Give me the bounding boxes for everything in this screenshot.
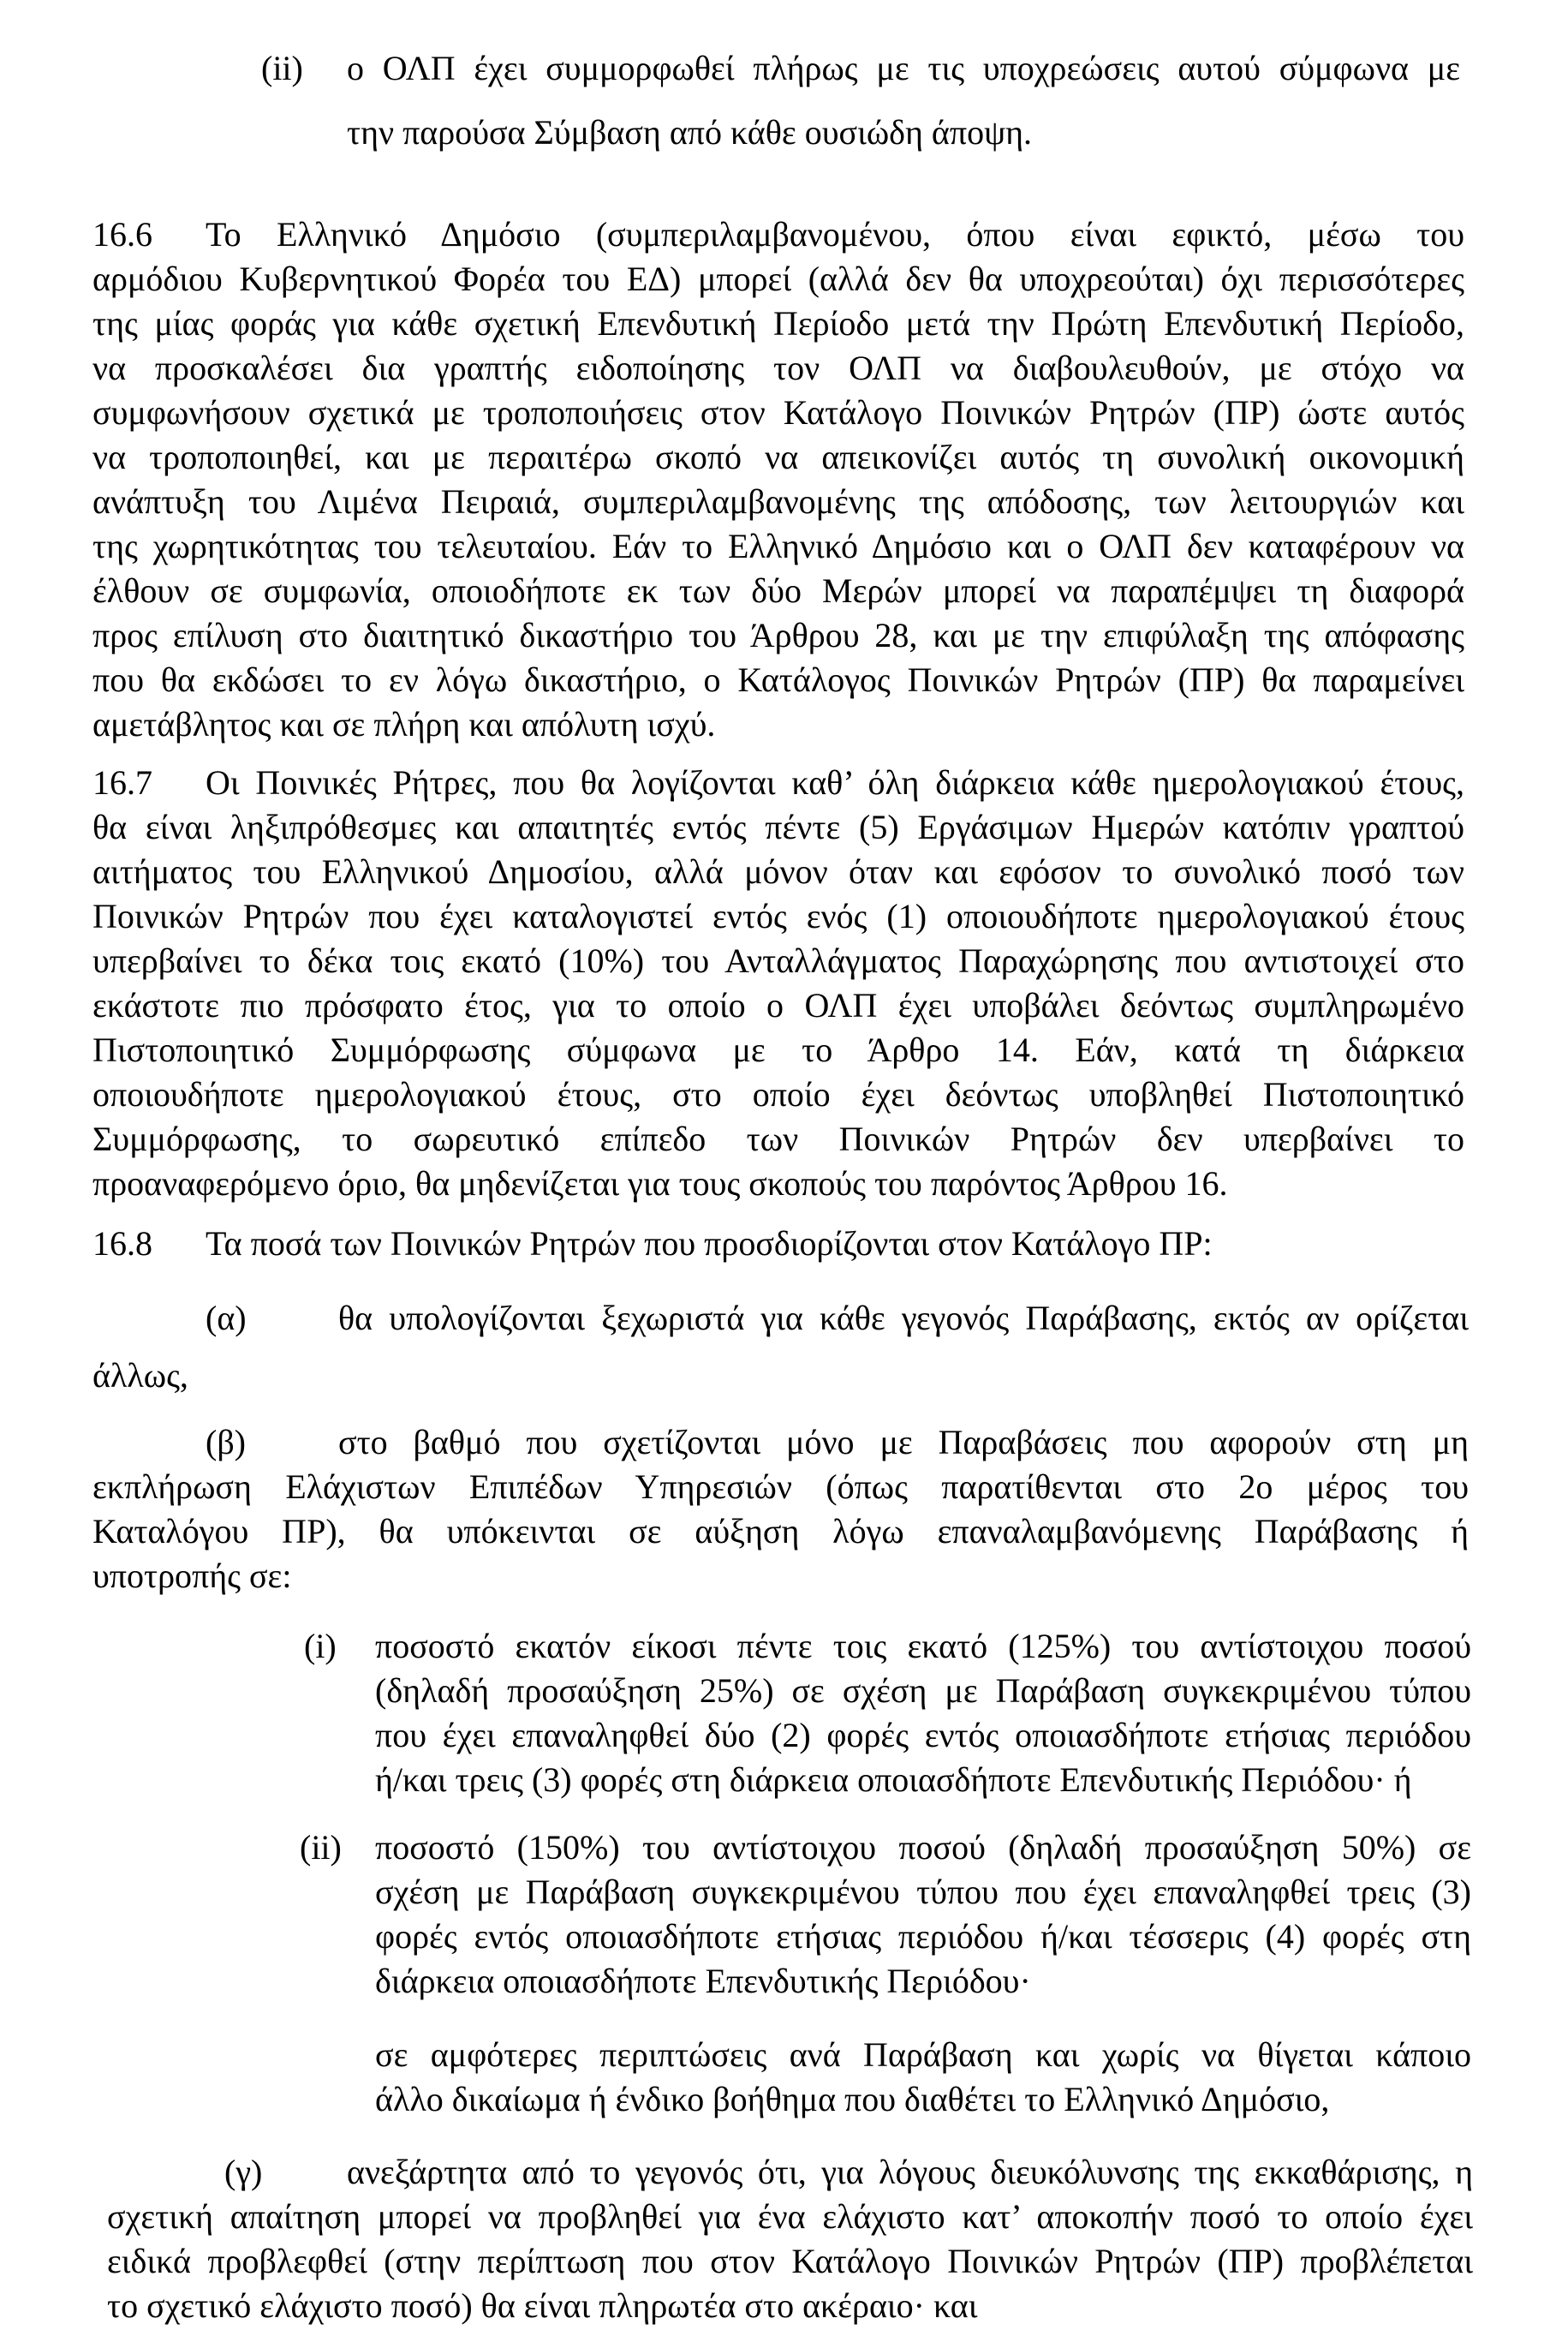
section-number: 16.8: [92, 1224, 152, 1263]
item-label: (β): [206, 1423, 246, 1461]
text-line: Συμμόρφωσης, το σωρευτικό επίπεδο των Ποινικών Ρητρών δεν υπερβαίνει το: [92, 1120, 1464, 1158]
text-line: έλθουν σε συμφωνία, οποιοδήποτε εκ των δύο Μερών μπορεί να παραπέμψει τη διαφορά: [92, 571, 1464, 610]
text-line: ή/και τρεις (3) φορές στη διάρκεια οποιασδήποτε Επενδυτικής Περιόδου· ή: [375, 1760, 1412, 1799]
text-line: (δηλαδή προσαύξηση 25%) σε σχέση με Παράβαση συγκεκριμένου τύπου: [375, 1671, 1471, 1710]
text-line: ανεξάρτητα από το γεγονός ότι, για λόγους διευκόλυνσης της εκκαθάρισης, η: [347, 2153, 1473, 2191]
text-line: σε αμφότερες περιπτώσεις ανά Παράβαση και χωρίς να θίγεται κάποιο: [375, 2035, 1471, 2074]
text-line: την παρούσα Σύμβαση από κάθε ουσιώδη άποψη.: [347, 113, 1033, 152]
text-line: της μίας φοράς για κάθε σχετική Επενδυτική Περίοδο μετά την Πρώτη Επενδυτική Περίοδο,: [92, 304, 1464, 343]
text-line: ποσοστό εκατόν είκοσι πέντε τοις εκατό (125%) του αντίστοιχου ποσού: [375, 1627, 1471, 1665]
text-line: προαναφερόμενο όριο, θα μηδενίζεται για τους σκοπούς του παρόντος Άρθρου 16.: [92, 1164, 1228, 1203]
text-line: ειδικά προβλεφθεί (στην περίπτωση που στον Κατάλογο Ποινικών Ρητρών (ΠΡ) προβλέπεται: [107, 2242, 1473, 2280]
item-label: (α): [206, 1299, 247, 1337]
text-line: Οι Ποινικές Ρήτρες, που θα λογίζονται καθ’ όλη διάρκεια κάθε ημερολογιακού έτους,: [206, 763, 1464, 802]
text-line: φορές εντός οποιασδήποτε ετήσιας περιόδου ή/και τέσσερις (4) φορές στη: [375, 1917, 1471, 1956]
item-label: (i): [304, 1627, 337, 1665]
text-line: Το Ελληνικό Δημόσιο (συμπεριλαμβανομένου, όπου είναι εφικτό, μέσω του: [206, 215, 1464, 254]
item-label: (ii): [261, 49, 303, 87]
section-number: 16.7: [92, 763, 152, 802]
text-line: Ποινικών Ρητρών που έχει καταλογιστεί εντός ενός (1) οποιουδήποτε ημερολογιακού έτους: [92, 897, 1464, 935]
section-number: 16.6: [92, 215, 152, 254]
text-line: υπερβαίνει το δέκα τοις εκατό (10%) του Ανταλλάγματος Παραχώρησης που αντιστοιχεί στο: [92, 941, 1464, 980]
text-line: Καταλόγου ΠΡ), θα υπόκεινται σε αύξηση λόγω επαναλαμβανόμενης Παράβασης ή: [92, 1512, 1469, 1550]
text-line: ποσοστό (150%) του αντίστοιχου ποσού (δηλαδή προσαύξηση 50%) σε: [375, 1828, 1471, 1867]
text-line: Πιστοποιητικό Συμμόρφωσης σύμφωνα με το Άρθρο 14. Εάν, κατά τη διάρκεια: [92, 1031, 1464, 1069]
text-line: προς επίλυση στο διαιτητικό δικαστήριο του Άρθρου 28, και με την επιφύλαξη της απόφασης: [92, 616, 1464, 654]
text-line: εκπλήρωση Ελάχιστων Επιπέδων Υπηρεσιών (όπως παρατίθενται στο 2ο μέρος του: [92, 1467, 1469, 1506]
text-line: υποτροπής σε:: [92, 1556, 292, 1595]
text-line: ανάπτυξη του Λιμένα Πειραιά, συμπεριλαμβανομένης της απόδοσης, των λειτουργιών και: [92, 482, 1464, 521]
text-line: αιτήματος του Ελληνικού Δημοσίου, αλλά μόνον όταν και εφόσον το συνολικό ποσό των: [92, 852, 1464, 891]
text-line: οποιουδήποτε ημερολογιακού έτους, στο οποίο έχει δεόντως υποβληθεί Πιστοποιητικό: [92, 1075, 1464, 1114]
text-line: σχέση με Παράβαση συγκεκριμένου τύπου που έχει επαναληφθεί τρεις (3): [375, 1873, 1471, 1911]
text-line: άλλως,: [92, 1356, 188, 1395]
text-line: Τα ποσά των Ποινικών Ρητρών που προσδιορίζονται στον Κατάλογο ΠΡ:: [206, 1224, 1213, 1263]
text-line: διάρκεια οποιασδήποτε Επενδυτικής Περιόδου·: [375, 1962, 1031, 2000]
text-line: θα υπολογίζονται ξεχωριστά για κάθε γεγονός Παράβασης, εκτός αν ορίζεται: [338, 1299, 1469, 1337]
item-label: (ii): [300, 1828, 342, 1867]
text-line: σχετική απαίτηση μπορεί να προβληθεί για ένα ελάχιστο κατ’ αποκοπήν ποσό το οποίο έχει: [107, 2197, 1473, 2236]
text-line: εκάστοτε πιο πρόσφατο έτος, για το οποίο ο ΟΛΠ έχει υποβάλει δεόντως συμπληρωμένο: [92, 986, 1464, 1025]
text-line: αρμόδιου Κυβερνητικού Φορέα του ΕΔ) μπορεί (αλλά δεν θα υποχρεούται) όχι περισσότερες: [92, 260, 1464, 298]
item-label: (γ): [224, 2153, 263, 2191]
text-line: άλλο δικαίωμα ή ένδικο βοήθημα που διαθέτει το Ελληνικό Δημόσιο,: [375, 2080, 1330, 2118]
text-line: να τροποποιηθεί, και με περαιτέρω σκοπό να απεικονίζει αυτός τη συνολική οικονομική: [92, 438, 1464, 476]
text-line: συμφωνήσουν σχετικά με τροποποιήσεις στον Κατάλογο Ποινικών Ρητρών (ΠΡ) ώστε αυτός: [92, 393, 1464, 432]
text-line: στο βαθμό που σχετίζονται μόνο με Παραβάσεις που αφορούν στη μη: [338, 1423, 1469, 1461]
text-line: αμετάβλητος και σε πλήρη και απόλυτη ισχύ.: [92, 705, 716, 744]
text-line: το σχετικό ελάχιστο ποσό) θα είναι πληρωτέα στο ακέραιο· και: [107, 2286, 978, 2325]
text-line: που έχει επαναληφθεί δύο (2) φορές εντός οποιασδήποτε ετήσιας περιόδου: [375, 1716, 1471, 1754]
text-line: ο ΟΛΠ έχει συμμορφωθεί πλήρως με τις υποχρεώσεις αυτού σύμφωνα με: [347, 49, 1460, 87]
text-line: θα είναι ληξιπρόθεσμες και απαιτητές εντός πέντε (5) Εργάσιμων Ημερών κατόπιν γραπτού: [92, 808, 1464, 846]
text-line: να προσκαλέσει δια γραπτής ειδοποίησης τον ΟΛΠ να διαβουλευθούν, με στόχο να: [92, 349, 1464, 387]
text-line: της χωρητικότητας του τελευταίου. Εάν το Ελληνικό Δημόσιο και ο ΟΛΠ δεν καταφέρουν να: [92, 527, 1464, 565]
text-line: που θα εκδώσει το εν λόγω δικαστήριο, ο Κατάλογος Ποινικών Ρητρών (ΠΡ) θα παραμείνει: [92, 660, 1464, 699]
